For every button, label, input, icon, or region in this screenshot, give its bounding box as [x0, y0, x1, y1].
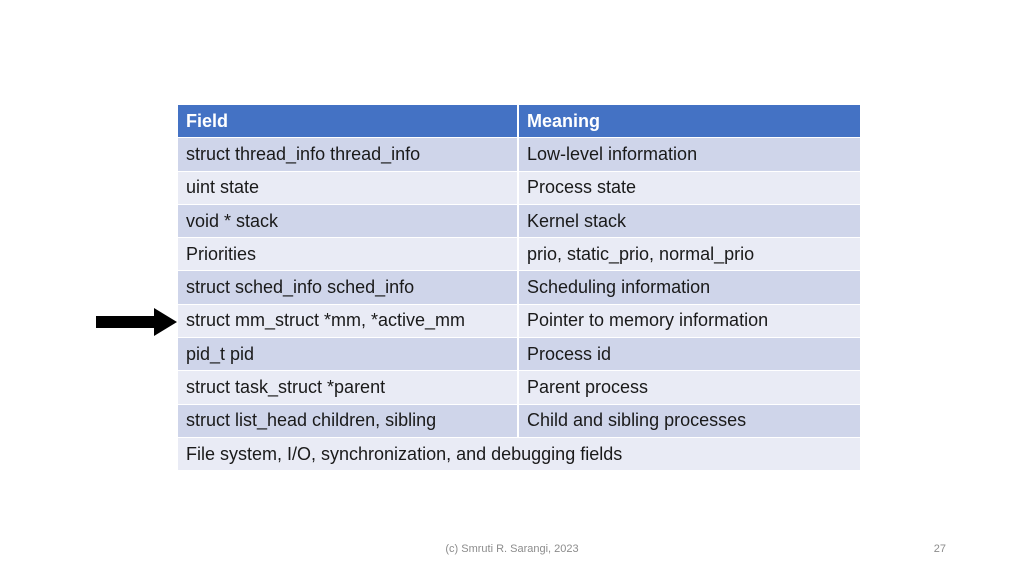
field-cell: pid_t pid: [178, 338, 519, 371]
table-row: [178, 205, 860, 238]
meaning-cell: Low-level information: [519, 138, 860, 171]
table-row: [178, 172, 860, 205]
table-header-row: [178, 105, 860, 138]
table-row-highlighted: [178, 305, 860, 338]
header-meaning: Meaning: [519, 105, 860, 138]
field-cell: struct mm_struct *mm, *active_mm: [178, 305, 519, 338]
field-cell: void * stack: [178, 205, 519, 238]
merged-cell: File system, I/O, synchronization, and debugging fields: [178, 438, 860, 471]
field-cell: struct task_struct *parent: [178, 371, 519, 404]
meaning-cell: Child and sibling processes: [519, 405, 860, 438]
header-field: Field: [178, 105, 519, 138]
field-cell: uint state: [178, 172, 519, 205]
copyright-footer: (c) Smruti R. Sarangi, 2023: [445, 543, 579, 555]
table-row: [178, 405, 860, 438]
table-row: [178, 271, 860, 304]
meaning-cell: Kernel stack: [519, 205, 860, 238]
meaning-cell: prio, static_prio, normal_prio: [519, 238, 860, 271]
meaning-cell: Parent process: [519, 371, 860, 404]
meaning-cell: Process id: [519, 338, 860, 371]
page-number: 27: [933, 543, 946, 555]
right-arrow-icon: [96, 308, 177, 336]
meaning-cell: Scheduling information: [519, 271, 860, 304]
field-cell: struct thread_info thread_info: [178, 138, 519, 171]
table-row: [178, 138, 860, 171]
meaning-cell: Pointer to memory information: [519, 305, 860, 338]
meaning-cell: Process state: [519, 172, 860, 205]
table-row: [178, 238, 860, 271]
table-row: [178, 338, 860, 371]
field-cell: struct list_head children, sibling: [178, 405, 519, 438]
field-cell: struct sched_info sched_info: [178, 271, 519, 304]
field-cell: Priorities: [178, 238, 519, 271]
task-struct-table: [178, 105, 860, 471]
table-row: [178, 371, 860, 404]
table-footer-row: [178, 438, 860, 471]
